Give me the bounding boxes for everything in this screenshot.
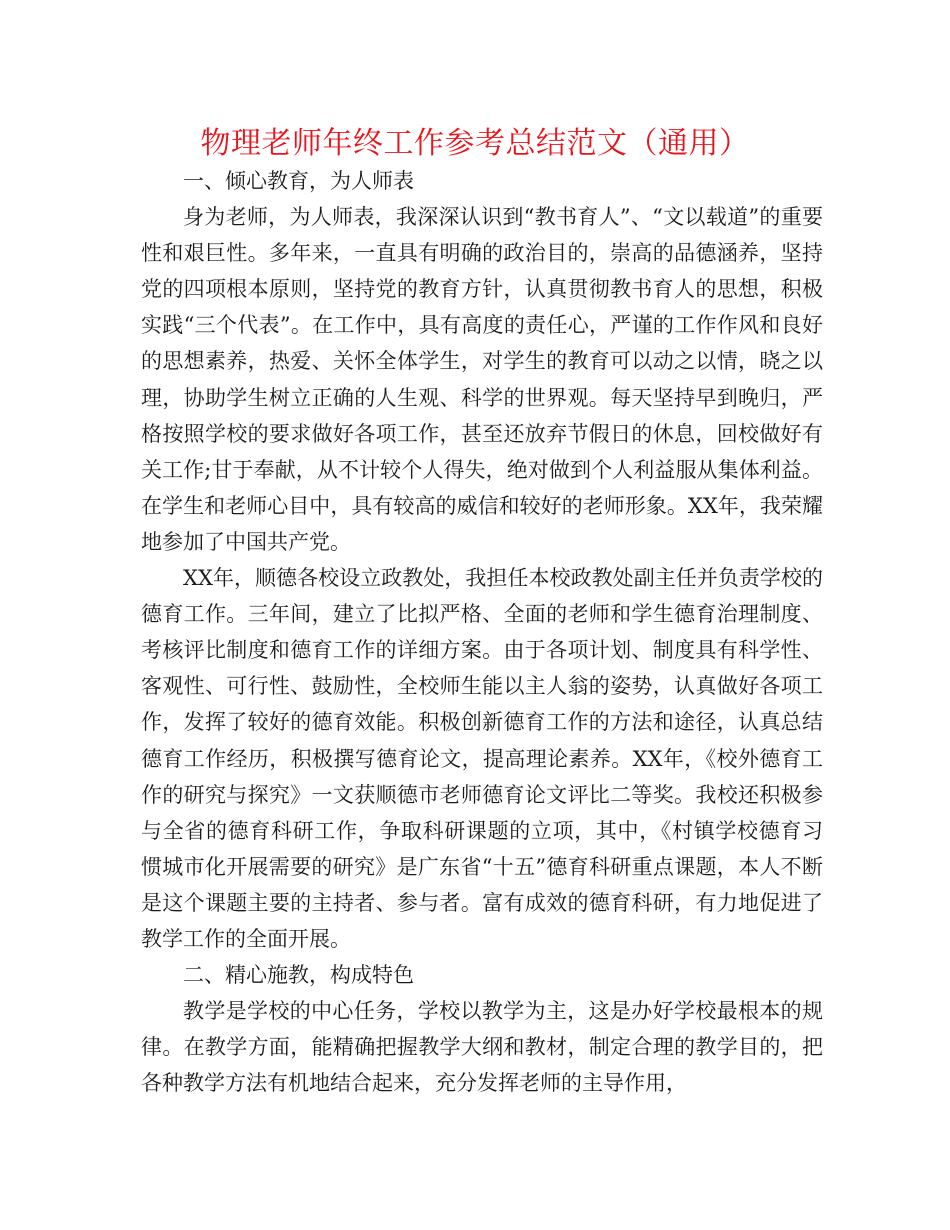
paragraph: XX年，顺德各校设立政教处，我担任本校政教处副主任并负责学校的德育工作。三年间，建立了比拟严格、全面的老师和学生德育治理制度、考核评比制度和德育工作的详细方案。由于各项计划、制度具有科学性、客观性、可行性、鼓励性，全校师生能以主人翁的姿势，认真做好各项工作，发挥了较好的德育效能。积极创新德育工作的方法和途径，认真总结德育工作经历，积极撰写德育论文，提高理论素养。XX年，《校外德育工作的研究与探究》一文获顺德市老师德育论文评比二等奖。我校还积极参与全省的德育科研工作，争取科研课题的立项，其中，《村镇学校德育习惯城市化开展需要的研究》是广东省“十五”德育科研重点课题，本人不断是这个课题主要的主持者、参与者。富有成效的德育科研，有力地促进了教学工作的全面开展。 <box>141 566 823 951</box>
document-title: 物理老师年终工作参考总结范文（通用） <box>200 126 750 161</box>
section-heading: 一、倾心教育，为人师表 <box>183 169 414 193</box>
paragraph: 身为老师，为人师表，我深深认识到“教书育人”、“文以载道”的重要性和艰巨性。多年来，一直具有明确的政治目的，崇高的品德涵养，坚持党的四项根本原则，坚持党的教育方针，认真贯彻教书育人的思想，积极实践“三个代表”。在工作中，具有高度的责任心，严谨的工作作风和良好的思想素养，热爱、关怀全体学生，对学生的教育可以动之以情，晓之以理，协助学生树立正确的人生观、科学的世界观。每天坚持早到晚归，严格按照学校的要求做好各项工作，甚至还放弃节假日的休息，回校做好有关工作;甘于奉献，从不计较个人得失，绝对做到个人利益服从集体利益。在学生和老师心目中，具有较高的威信和较好的老师形象。XX年，我荣耀地参加了中国共产党。 <box>141 205 823 554</box>
section-heading: 二、精心施教，构成特色 <box>183 963 414 988</box>
document-body <box>141 163 823 1101</box>
paragraph: 教学是学校的中心任务，学校以教学为主，这是办好学校最根本的规律。在教学方面，能精确把握教学大纲和教材，制定合理的教学目的，把各种教学方法有机地结合起来，充分发挥老师的主导作用， <box>141 999 823 1096</box>
